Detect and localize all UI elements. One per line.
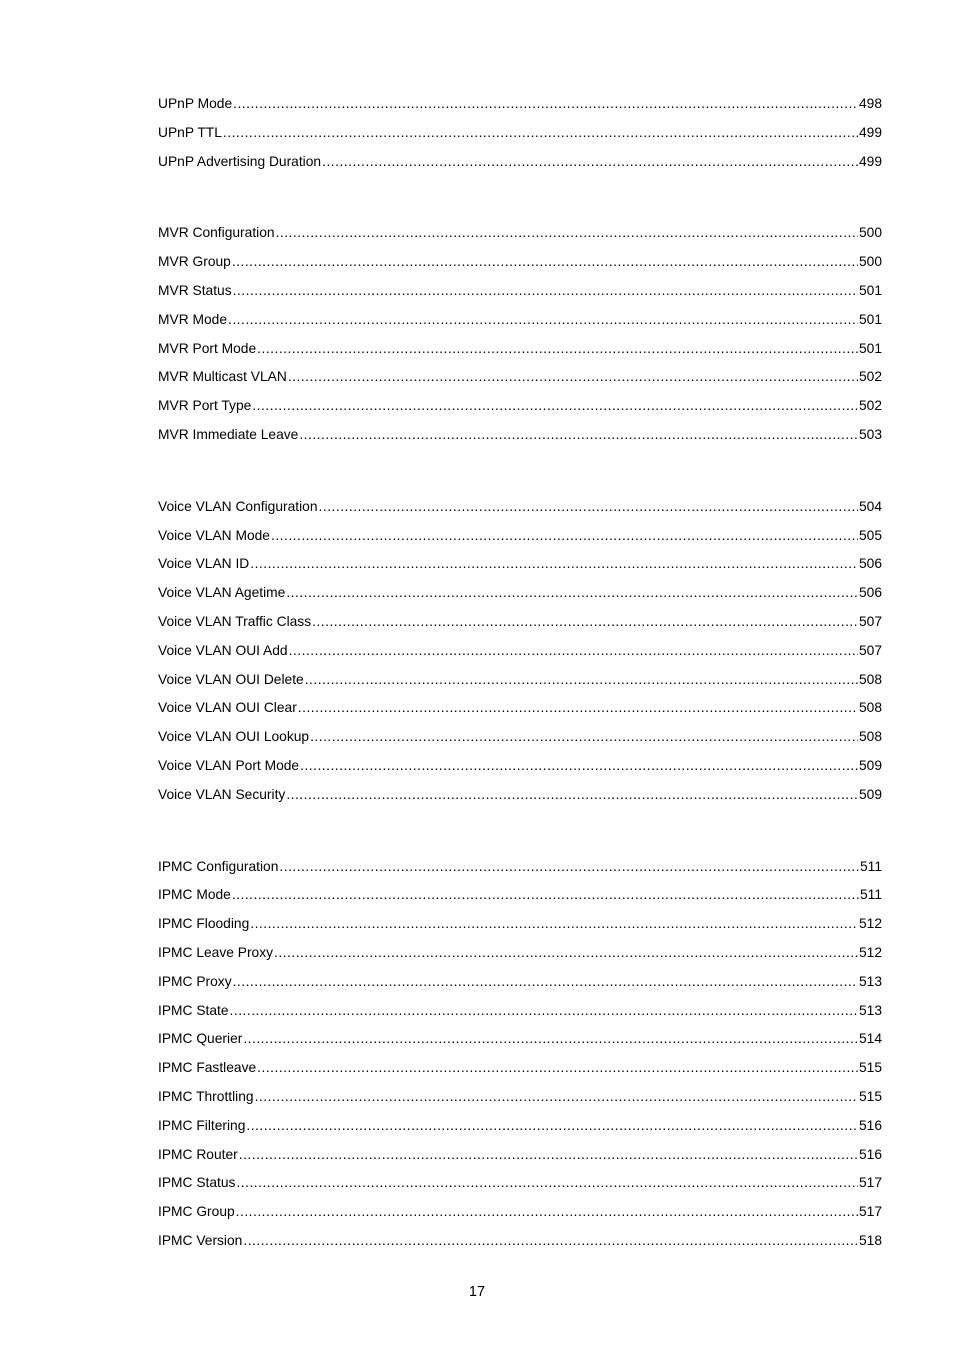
toc-entry-page: 498: [858, 96, 882, 111]
toc-entry-title: Voice VLAN Configuration: [158, 498, 318, 514]
toc-entry-page: 517: [858, 1175, 882, 1191]
toc-entry-title: IPMC Flooding: [158, 916, 250, 932]
toc-dot-leader: [298, 696, 858, 720]
toc-entry-page: 512: [858, 944, 882, 960]
toc-entry[interactable]: [158, 783, 882, 812]
toc-dot-leader: [300, 754, 858, 778]
toc-dot-leader: [250, 552, 858, 576]
toc-entry-page: 506: [858, 585, 882, 601]
toc-entry-title: Voice VLAN Security: [158, 786, 286, 802]
toc-entry-title: MVR Mode: [158, 311, 228, 327]
toc-entry-page: 501: [858, 340, 882, 356]
toc-entry[interactable]: [158, 754, 882, 783]
toc-dot-leader: [232, 883, 859, 907]
toc-dot-leader: [233, 970, 858, 994]
toc-dot-leader: [236, 1171, 858, 1195]
toc-dot-leader: [279, 855, 859, 879]
toc-entry[interactable]: [158, 221, 882, 250]
toc-entry[interactable]: [158, 150, 882, 179]
toc-entry[interactable]: [158, 883, 882, 912]
toc-dot-leader: [319, 495, 858, 519]
toc-entry-page: 513: [858, 973, 882, 989]
table-of-contents: [158, 92, 882, 1258]
toc-entry-page: 515: [858, 1060, 882, 1076]
toc-entry-title: Voice VLAN OUI Lookup: [158, 729, 310, 745]
toc-entry-page: 501: [858, 311, 882, 327]
toc-entry-title: UPnP Advertising Duration: [158, 153, 322, 169]
toc-entry-title: MVR Port Type: [158, 398, 252, 414]
toc-section: [158, 92, 882, 178]
toc-entry[interactable]: [158, 121, 882, 150]
toc-dot-leader: [305, 668, 858, 692]
toc-entry-title: Voice VLAN OUI Add: [158, 642, 288, 658]
toc-entry-title: IPMC Status: [158, 1175, 236, 1191]
toc-entry-title: IPMC Filtering: [158, 1117, 246, 1133]
toc-entry[interactable]: [158, 552, 882, 581]
toc-dot-leader: [255, 1085, 858, 1109]
toc-entry-page: 509: [858, 786, 882, 802]
toc-dot-leader: [312, 610, 858, 634]
toc-entry-page: 507: [858, 642, 882, 658]
toc-dot-leader: [310, 725, 858, 749]
toc-entry[interactable]: [158, 1143, 882, 1172]
toc-entry-page: 508: [858, 700, 882, 716]
toc-dot-leader: [239, 1143, 858, 1167]
toc-entry-page: 502: [858, 369, 882, 385]
toc-entry[interactable]: [158, 696, 882, 725]
toc-entry-title: Voice VLAN Mode: [158, 527, 270, 543]
toc-entry[interactable]: [158, 1171, 882, 1200]
toc-entry[interactable]: [158, 1056, 882, 1085]
toc-dot-leader: [232, 250, 858, 274]
toc-section: [158, 855, 882, 1258]
toc-entry[interactable]: [158, 941, 882, 970]
toc-dot-leader: [322, 150, 858, 174]
toc-entry-title: MVR Status: [158, 282, 232, 298]
toc-entry-page: 508: [858, 671, 882, 687]
toc-dot-leader: [233, 92, 858, 116]
toc-entry[interactable]: [158, 999, 882, 1028]
toc-entry[interactable]: [158, 610, 882, 639]
toc-dot-leader: [233, 279, 858, 303]
toc-entry-page: 502: [858, 398, 882, 414]
toc-entry-title: UPnP Mode: [158, 96, 233, 111]
toc-entry-title: MVR Multicast VLAN: [158, 369, 287, 385]
toc-dot-leader: [230, 999, 858, 1023]
toc-entry-page: 500: [858, 254, 882, 270]
toc-entry[interactable]: [158, 495, 882, 524]
toc-dot-leader: [243, 1027, 858, 1051]
toc-entry[interactable]: [158, 1027, 882, 1056]
toc-entry-title: UPnP TTL: [158, 124, 222, 140]
toc-section: [158, 221, 882, 451]
toc-dot-leader: [243, 1229, 858, 1253]
toc-entry-title: IPMC Leave Proxy: [158, 944, 274, 960]
toc-entry[interactable]: [158, 1114, 882, 1143]
toc-entry-page: 512: [858, 916, 882, 932]
toc-entry-page: 508: [858, 729, 882, 745]
toc-entry-title: Voice VLAN OUI Clear: [158, 700, 297, 716]
toc-entry-page: 511: [860, 858, 882, 874]
page-number: 17: [468, 1284, 486, 1300]
toc-entry-page: 514: [858, 1031, 882, 1047]
toc-entry[interactable]: [158, 1229, 882, 1258]
toc-entry-page: 505: [858, 527, 882, 543]
toc-entry-title: IPMC State: [158, 1002, 229, 1018]
toc-entry-title: Voice VLAN Traffic Class: [158, 613, 312, 629]
toc-entry[interactable]: [158, 581, 882, 610]
toc-dot-leader: [286, 783, 858, 807]
toc-entry-title: Voice VLAN ID: [158, 556, 250, 572]
toc-entry[interactable]: [158, 668, 882, 697]
toc-entry-page: 513: [858, 1002, 882, 1018]
toc-dot-leader: [252, 394, 858, 418]
toc-entry-title: IPMC Mode: [158, 887, 231, 903]
toc-entry[interactable]: [158, 912, 882, 941]
toc-entry-title: MVR Group: [158, 254, 231, 270]
toc-entry-title: MVR Immediate Leave: [158, 426, 299, 442]
toc-entry-title: IPMC Throttling: [158, 1088, 254, 1104]
toc-entry-page: 501: [858, 282, 882, 298]
toc-dot-leader: [274, 941, 858, 965]
toc-entry[interactable]: [158, 970, 882, 999]
toc-entry[interactable]: [158, 365, 882, 394]
toc-entry-title: IPMC Proxy: [158, 973, 232, 989]
toc-entry-title: IPMC Group: [158, 1204, 235, 1220]
toc-entry[interactable]: [158, 308, 882, 337]
toc-entry-page: 507: [858, 613, 882, 629]
toc-entry-title: IPMC Version: [158, 1232, 243, 1248]
toc-entry-title: IPMC Fastleave: [158, 1060, 257, 1076]
toc-dot-leader: [286, 581, 858, 605]
toc-entry[interactable]: [158, 423, 882, 452]
toc-entry[interactable]: [158, 725, 882, 754]
toc-entry-title: Voice VLAN Port Mode: [158, 757, 300, 773]
toc-entry[interactable]: [158, 524, 882, 553]
toc-entry[interactable]: [158, 92, 882, 121]
toc-entry-page: 499: [858, 124, 882, 140]
toc-dot-leader: [228, 308, 858, 332]
toc-entry-page: 509: [858, 757, 882, 773]
toc-entry-title: Voice VLAN Agetime: [158, 585, 286, 601]
toc-dot-leader: [236, 1200, 858, 1224]
toc-dot-leader: [223, 121, 858, 145]
toc-entry-page: 516: [858, 1117, 882, 1133]
toc-dot-leader: [288, 365, 858, 389]
toc-entry-page: 504: [858, 498, 882, 514]
toc-entry[interactable]: [158, 1200, 882, 1229]
toc-entry-page: 499: [858, 153, 882, 169]
toc-entry[interactable]: [158, 1085, 882, 1114]
toc-entry-title: MVR Configuration: [158, 225, 275, 241]
toc-entry-page: 506: [858, 556, 882, 572]
toc-entry[interactable]: [158, 250, 882, 279]
toc-dot-leader: [271, 524, 858, 548]
toc-entry-page: 516: [858, 1146, 882, 1162]
toc-dot-leader: [299, 423, 858, 447]
toc-section: [158, 495, 882, 812]
toc-dot-leader: [289, 639, 858, 663]
toc-entry-title: IPMC Querier: [158, 1031, 243, 1047]
toc-entry-page: 517: [858, 1204, 882, 1220]
toc-entry[interactable]: [158, 279, 882, 308]
toc-entry-title: MVR Port Mode: [158, 340, 257, 356]
toc-entry-page: 503: [858, 426, 882, 442]
toc-entry-page: 518: [858, 1232, 882, 1248]
toc-entry[interactable]: [158, 855, 882, 884]
toc-entry-title: Voice VLAN OUI Delete: [158, 671, 304, 687]
toc-entry[interactable]: [158, 337, 882, 366]
toc-entry-title: IPMC Router: [158, 1146, 238, 1162]
toc-entry[interactable]: [158, 394, 882, 423]
toc-dot-leader: [246, 1114, 858, 1138]
toc-entry-page: 515: [858, 1088, 882, 1104]
toc-entry-title: IPMC Configuration: [158, 858, 279, 874]
toc-dot-leader: [250, 912, 858, 936]
toc-dot-leader: [276, 221, 858, 245]
toc-dot-leader: [257, 337, 858, 361]
toc-dot-leader: [257, 1056, 858, 1080]
toc-entry-page: 500: [858, 225, 882, 241]
toc-entry[interactable]: [158, 639, 882, 668]
toc-entry-page: 511: [860, 887, 882, 903]
